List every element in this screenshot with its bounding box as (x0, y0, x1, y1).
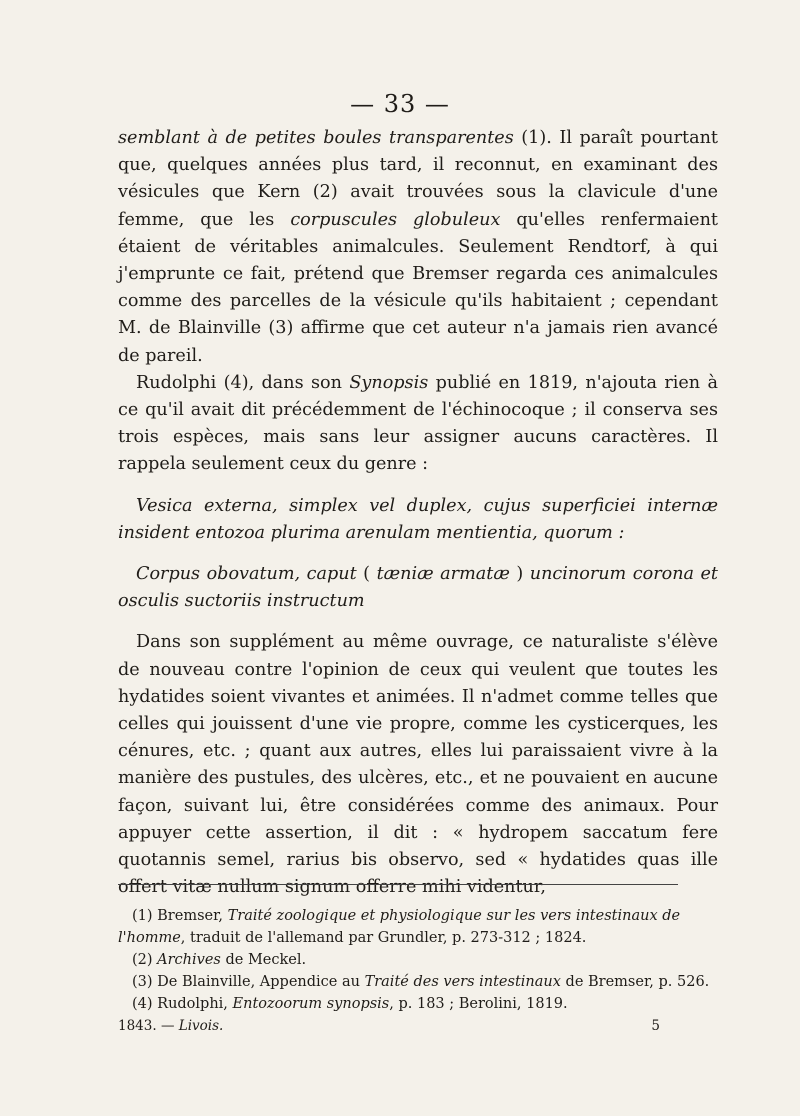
signature-mark: 5 (651, 1018, 660, 1034)
footnote-divider (118, 884, 678, 885)
footnote-2: (2) Archives de Meckel. (132, 952, 307, 968)
footnote-3: (3) De Blainville, Appendice au Traité des vers intestinaux de Bremser, p. 526. (132, 974, 710, 990)
italic-phrase: corpuscules globuleux (290, 209, 501, 230)
latin-quote-2: Corpus obovatum, caput ( tæniæ armatæ ) uncinorum corona et osculis suctoriis instructum (118, 564, 719, 612)
footnote-1: (1) Bremser, Traité zoologique et physiologique sur les vers intestinaux de l'homme, traduit de l'allemand par Grundler, p. 273-312 ; 1824. (118, 908, 681, 946)
footnotes (118, 905, 718, 1037)
paragraph-2: Rudolphi (4), dans son Synopsis publié en 1819, n'ajouta rien à ce qu'il avait dit précédemment de l'échinocoque ; il conserva ses trois espèces, mais sans leur assigner aucuns caractères. Il rappela seulement ceux du genre : (118, 372, 718, 475)
signature-year: 1843. — (118, 1018, 179, 1034)
footnote-4: (4) Rudolphi, Entozoorum synopsis, p. 183 ; Berolini, 1819. (132, 996, 568, 1012)
signature-line (118, 1015, 718, 1037)
paragraph-1: semblant à de petites boules transparentes (1). Il paraît pourtant que, quelques années plus tard, il reconnut, en examinant des vésicules que Kern (2) avait trouvées sous la clavicule d'une femme, que les corpuscules globuleux qu'elles renfermaient étaient de véritables animalcules. Seulement Rendtorf, à qui j'emprunte ce fait, prétend que Bremser regarda ces animalcules comme des parcelles de la vésicule qu'ils habitaient ; cependant M. de Blainville (3) affirme que cet auteur n'a jamais rien avancé de pareil. (118, 128, 718, 366)
italic-title: Synopsis (349, 372, 429, 393)
signature-livraison: Livois. (178, 1018, 224, 1034)
page-number: — 33 — (350, 90, 450, 118)
paragraph-3: Dans son supplément au même ouvrage, ce naturaliste s'élève de nouveau contre l'opinion de ceux qui veulent que toutes les hydatides soient vivantes et animées. Il n'admet comme telles que celles qui jouissent d'une vie propre, comme les cysticerques, les cénures, etc. ; quant aux autres, elles lui paraissaient vivre à la manière des pustules, des ulcères, etc., et ne pouvaient en aucune façon, suivant lui, être considérées comme des animaux. Pour appuyer cette assertion, il dit : « hydropem saccatum fere quotannis semel, rarius bis observo, sed « hydatides quas ille offert vitæ nullum signum offerre mihi videntur, (118, 632, 718, 898)
latin-quote-1: Vesica externa, simplex vel duplex, cujus superficiei internæ insident entozoa plurima arenulam mentientia, quorum : (118, 495, 718, 543)
body-text (118, 125, 718, 901)
italic-phrase: semblant à de petites boules transparentes (118, 128, 514, 148)
